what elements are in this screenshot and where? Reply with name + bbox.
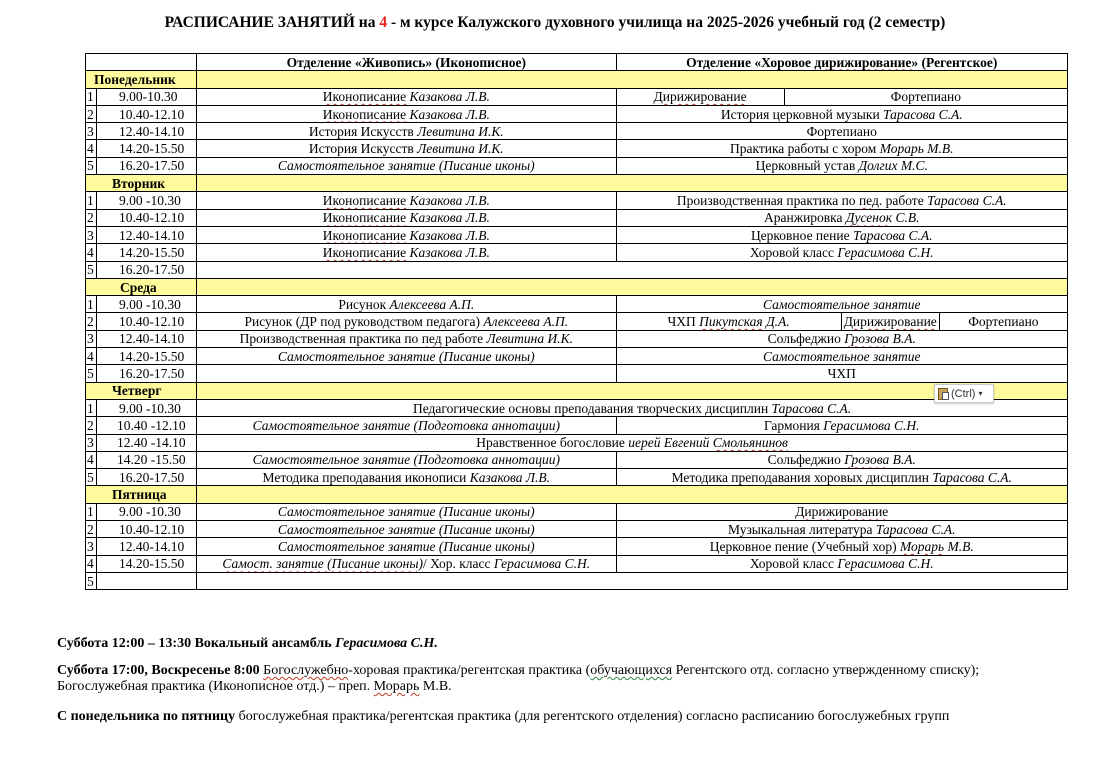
lesson-number: 2	[86, 417, 97, 434]
lesson-time: 10.40-12.10	[97, 521, 197, 538]
lesson-number: 1	[86, 192, 97, 209]
table-row	[86, 192, 1068, 209]
lesson-cell: Сольфеджио Грозова В.А.	[616, 451, 1068, 468]
lesson-cell	[197, 261, 1068, 278]
lesson-time: 14.20-15.50	[97, 555, 197, 572]
table-row	[86, 365, 1068, 382]
lesson-number: 4	[86, 244, 97, 261]
clipboard-icon	[938, 387, 949, 400]
lesson-cell: История Искусств Левитина И.К.	[197, 123, 616, 140]
lesson-number: 5	[86, 365, 97, 382]
lesson-cell: Нравственное богословие иерей Евгений Смольянинов	[197, 434, 1068, 451]
lesson-time: 16.20-17.50	[97, 365, 197, 382]
paste-options-label: (Ctrl)	[951, 387, 976, 400]
lesson-cell: Дирижирование	[841, 313, 939, 330]
header-dept-choral: Отделение «Хоровое дирижирование» (Регентское)	[616, 54, 1068, 71]
lesson-time: 14.20-15.50	[97, 244, 197, 261]
lesson-cell: Самостоятельное занятие (Писание иконы)	[197, 348, 616, 365]
lesson-number: 3	[86, 434, 97, 451]
lesson-cell: Иконописание Казакова Л.В.	[197, 105, 616, 122]
lesson-number: 3	[86, 123, 97, 140]
lesson-cell: История Искусств Левитина И.К.	[197, 140, 616, 157]
lesson-cell: Гармония Герасимова С.Н.	[616, 417, 1068, 434]
lesson-time: 9.00 -10.30	[97, 192, 197, 209]
lesson-time: 10.40 -12.10	[97, 417, 197, 434]
table-row	[86, 330, 1068, 347]
lesson-number: 2	[86, 313, 97, 330]
table-row	[86, 105, 1068, 122]
day-name: Четверг	[86, 382, 197, 399]
lesson-cell	[97, 572, 197, 589]
lesson-cell: Церковное пение (Учебный хор) Морарь М.В.	[616, 538, 1068, 555]
lesson-cell: Самостоятельное занятие (Писание иконы)	[197, 521, 616, 538]
lesson-time: 14.20-15.50	[97, 348, 197, 365]
table-row	[86, 538, 1068, 555]
lesson-cell: Педагогические основы преподавания творческих дисциплин Тарасова С.А.	[197, 399, 1068, 416]
chevron-down-icon: ▾	[978, 389, 983, 398]
lesson-cell: Самостоятельное занятие (Писание иконы)	[197, 503, 616, 520]
lesson-number: 4	[86, 451, 97, 468]
lesson-cell: Практика работы с хором Морарь М.В.	[616, 140, 1068, 157]
table-row	[86, 469, 1068, 486]
lesson-number: 5	[86, 572, 97, 589]
lesson-time: 12.40-14.10	[97, 226, 197, 243]
table-row	[86, 521, 1068, 538]
lesson-cell	[197, 278, 1068, 295]
table-row	[86, 313, 1068, 330]
table-row	[86, 123, 1068, 140]
lesson-number: 3	[86, 330, 97, 347]
day-row-wednesday	[86, 278, 1068, 295]
lesson-cell: Самост. занятие (Писание иконы)/ Хор. класс Герасимова С.Н.	[197, 555, 616, 572]
lesson-time: 10.40-12.10	[97, 105, 197, 122]
lesson-cell: Самостоятельное занятие	[616, 348, 1068, 365]
day-row-friday	[86, 486, 1068, 503]
lesson-number: 1	[86, 296, 97, 313]
lesson-cell: Иконописание Казакова Л.В.	[197, 244, 616, 261]
lesson-cell: Самостоятельное занятие	[616, 296, 1068, 313]
schedule-table	[85, 53, 1068, 590]
table-row	[86, 572, 1068, 589]
day-name: Среда	[86, 278, 197, 295]
lesson-number: 4	[86, 555, 97, 572]
lesson-time: 16.20-17.50	[97, 469, 197, 486]
table-row	[86, 434, 1068, 451]
lesson-cell: Музыкальная литература Тарасова С.А.	[616, 521, 1068, 538]
lesson-cell: Хоровой класс Герасимова С.Н.	[616, 555, 1068, 572]
page-title: РАСПИСАНИЕ ЗАНЯТИЙ на 4 - м курсе Калужского духовного училища на 2025-2026 учебный год (2 семестр)	[164, 14, 946, 31]
lesson-cell: Рисунок Алексеева А.П.	[197, 296, 616, 313]
lesson-time: 12.40-14.10	[97, 538, 197, 555]
lesson-cell	[197, 71, 1068, 88]
day-name: Понедельник	[86, 71, 197, 88]
lesson-number: 5	[86, 157, 97, 174]
lesson-cell: Самостоятельное занятие (Писание иконы)	[197, 538, 616, 555]
lesson-number: 1	[86, 88, 97, 105]
lesson-cell: Фортепиано	[939, 313, 1067, 330]
lesson-number: 5	[86, 261, 97, 278]
lesson-cell: Производственная практика по пед работе Левитина И.К.	[197, 330, 616, 347]
lesson-cell: Производственная практика по пед. работе Тарасова С.А.	[616, 192, 1068, 209]
lesson-cell: Церковное пение Тарасова С.А.	[616, 226, 1068, 243]
lesson-cell: Иконописание Казакова Л.В.	[197, 226, 616, 243]
table-row	[86, 296, 1068, 313]
lesson-cell: Фортепиано	[616, 123, 1068, 140]
table-row	[86, 503, 1068, 520]
table-row	[86, 555, 1068, 572]
course-number: 4	[379, 14, 388, 31]
lesson-time: 10.40-12.10	[97, 313, 197, 330]
table-row	[86, 244, 1068, 261]
table-row	[86, 88, 1068, 105]
table-row	[86, 226, 1068, 243]
lesson-cell: Рисунок (ДР под руководством педагога) Алексеева А.П.	[197, 313, 616, 330]
table-row	[86, 209, 1068, 226]
lesson-time: 14.20 -15.50	[97, 451, 197, 468]
lesson-time: 12.40-14.10	[97, 330, 197, 347]
lesson-time: 12.40 -14.10	[97, 434, 197, 451]
lesson-cell: ЧХП	[616, 365, 1068, 382]
lesson-time: 9.00 -10.30	[97, 296, 197, 313]
day-row-monday	[86, 71, 1068, 88]
lesson-time: 16.20-17.50	[97, 157, 197, 174]
header-row	[86, 54, 1068, 71]
lesson-number: 1	[86, 503, 97, 520]
lesson-cell: Иконописание Казакова Л.В.	[197, 209, 616, 226]
lesson-cell	[197, 175, 1068, 192]
lesson-time: 10.40-12.10	[97, 209, 197, 226]
table-row	[86, 399, 1068, 416]
lesson-cell: Дирижирование	[616, 503, 1068, 520]
lesson-number: 4	[86, 140, 97, 157]
lesson-number: 2	[86, 209, 97, 226]
lesson-cell: Иконописание Казакова Л.В.	[197, 192, 616, 209]
lesson-number: 4	[86, 348, 97, 365]
paste-options-button[interactable]	[934, 384, 994, 403]
lesson-cell: Методика преподавания хоровых дисциплин Тарасова С.А.	[616, 469, 1068, 486]
table-row	[86, 451, 1068, 468]
footer-weekend-practice: Суббота 17:00, Воскресенье 8:00 Богослужебно-хоровая практика/регентская практика (обучающихся Регентского отд. согласно утвержденному списку);	[57, 663, 980, 678]
lesson-cell: Фортепиано	[784, 88, 1067, 105]
day-row-tuesday	[86, 175, 1068, 192]
lesson-cell: Самостоятельное занятие (Подготовка аннотации)	[197, 451, 616, 468]
table-row	[86, 348, 1068, 365]
day-name: Вторник	[86, 175, 197, 192]
lesson-cell: Хоровой класс Герасимова С.Н.	[616, 244, 1068, 261]
day-row-thursday	[86, 382, 1068, 399]
lesson-number: 1	[86, 399, 97, 416]
lesson-cell: ЧХП Пикутская Д.А.	[616, 313, 841, 330]
table-row	[86, 261, 1068, 278]
lesson-time: 9.00 -10.30	[97, 399, 197, 416]
lesson-time: 14.20-15.50	[97, 140, 197, 157]
footer-liturgical-practice: Богослужебная практика (Иконописное отд.) – преп. Морарь М.В.	[57, 679, 452, 694]
table-row	[86, 140, 1068, 157]
lesson-cell: Сольфеджио Грозова В.А.	[616, 330, 1068, 347]
lesson-cell	[197, 572, 1068, 589]
lesson-cell: Церковный устав Долгих М.С.	[616, 157, 1068, 174]
lesson-time: 12.40-14.10	[97, 123, 197, 140]
lesson-number: 5	[86, 469, 97, 486]
table-row	[86, 157, 1068, 174]
lesson-time: 9.00-10.30	[97, 88, 197, 105]
lesson-time: 16.20-17.50	[97, 261, 197, 278]
lesson-cell	[197, 365, 616, 382]
lesson-cell: Самостоятельное занятие (Писание иконы)	[197, 157, 616, 174]
lesson-cell	[197, 486, 1068, 503]
table-row	[86, 417, 1068, 434]
lesson-number: 2	[86, 105, 97, 122]
lesson-cell: Методика преподавания иконописи Казакова Л.В.	[197, 469, 616, 486]
lesson-cell: Иконописание Казакова Л.В.	[197, 88, 616, 105]
header-num	[86, 54, 197, 71]
lesson-number: 3	[86, 226, 97, 243]
lesson-cell: История церковной музыки Тарасова С.А.	[616, 105, 1068, 122]
footer-weekday-practice: С понедельника по пятницу богослужебная практика/регентская практика (для регентского отделения) согласно расписанию богослужебных групп	[57, 709, 950, 724]
lesson-cell: Аранжировка Дусенок С.В.	[616, 209, 1068, 226]
footer-saturday-ensemble: Суббота 12:00 – 13:30 Вокальный ансамбль Герасимова С.Н.	[57, 636, 438, 651]
lesson-time: 9.00 -10.30	[97, 503, 197, 520]
lesson-number: 3	[86, 538, 97, 555]
header-dept-iconography: Отделение «Живопись» (Иконописное)	[197, 54, 616, 71]
day-name: Пятница	[86, 486, 197, 503]
lesson-cell: Дирижирование	[616, 88, 784, 105]
lesson-cell: Самостоятельное занятие (Подготовка аннотации)	[197, 417, 616, 434]
lesson-number: 2	[86, 521, 97, 538]
